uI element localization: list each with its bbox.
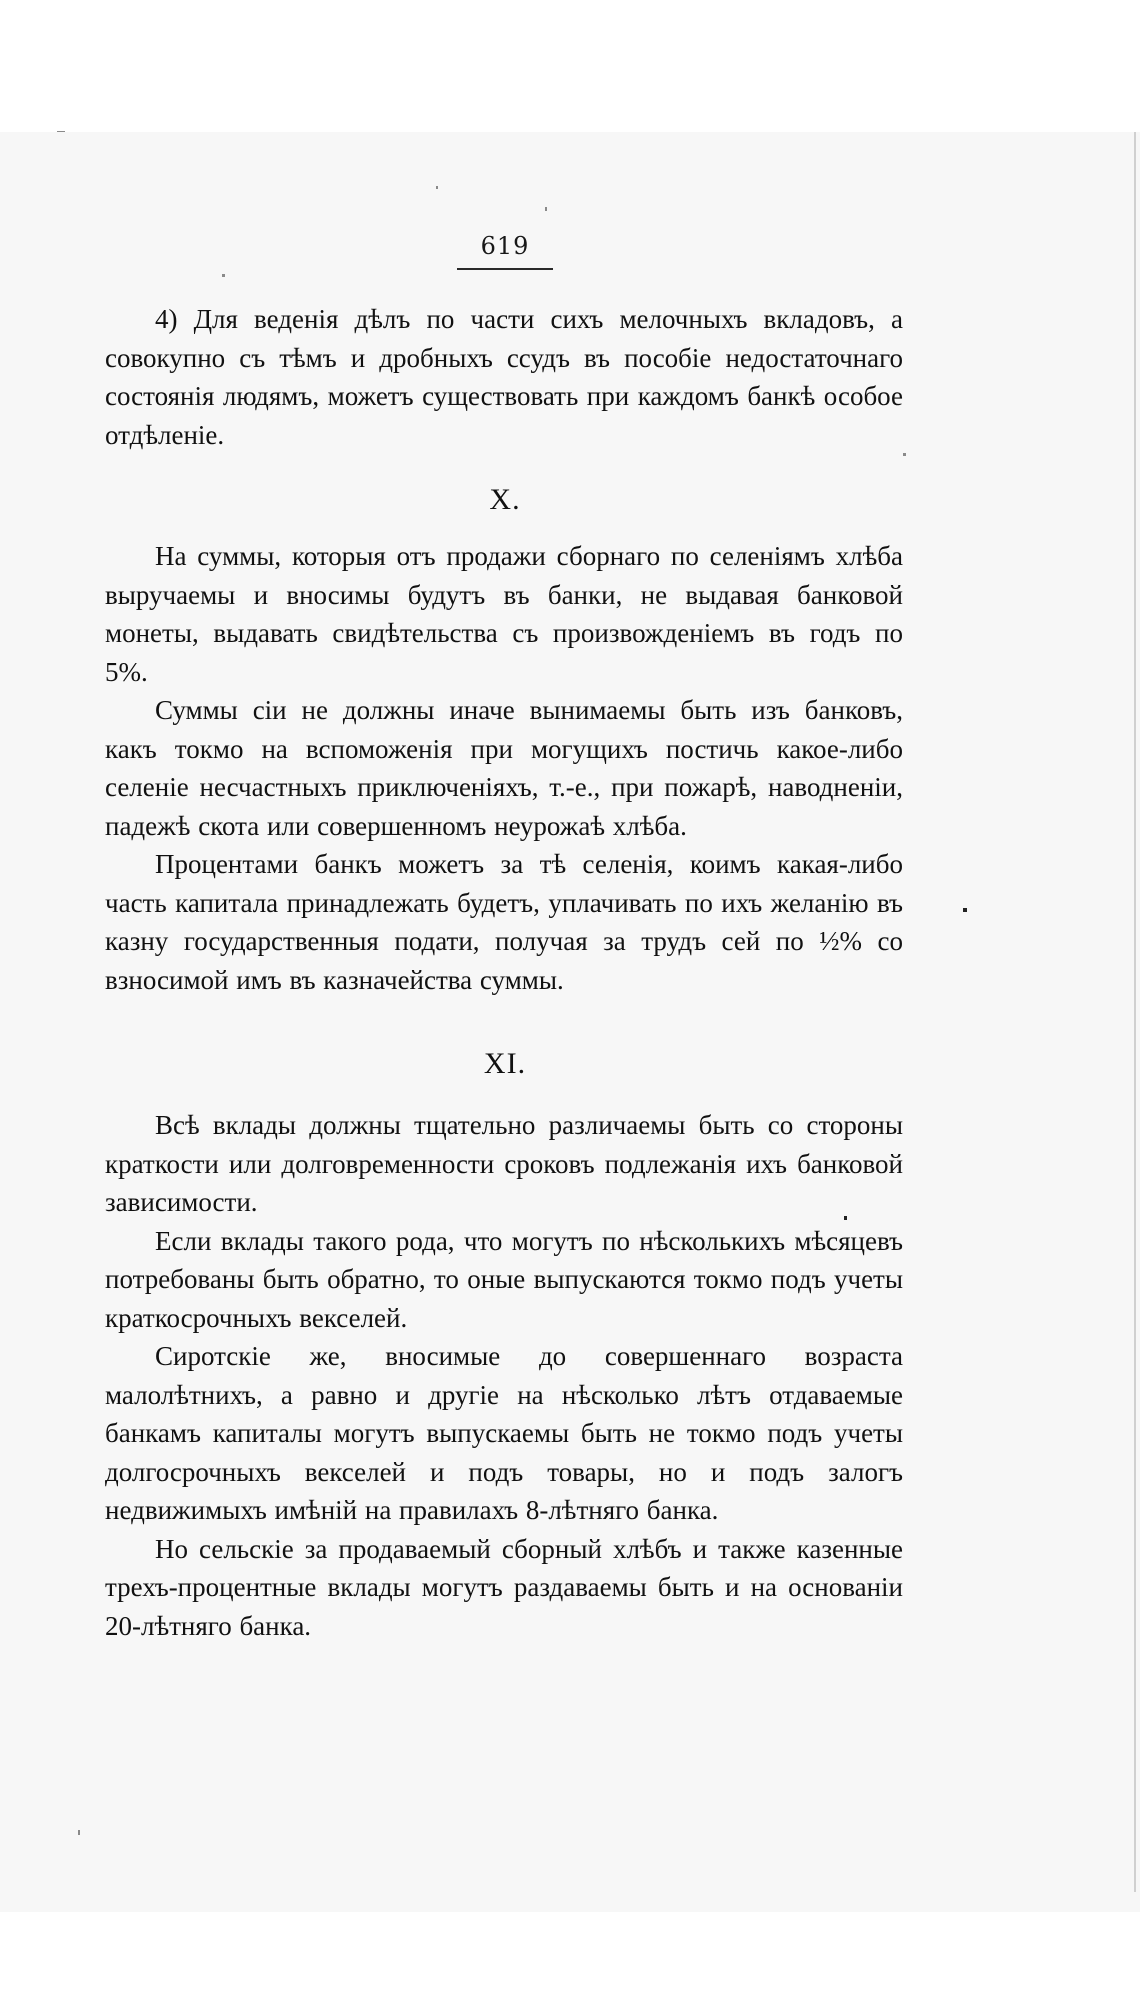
scan-speck <box>1134 132 1136 1892</box>
paragraph: 4) Для веденія дѣлъ по части сихъ мелочныхъ вкладовъ, а совокупно съ тѣмъ и дробныхъ ссудъ въ пособіе недостаточнаго состоянія людямъ, можетъ существовать при каждомъ банкѣ особое отдѣленіе. <box>105 304 903 450</box>
paragraph: На суммы, которыя отъ продажи сборнаго по селеніямъ хлѣба выручаемы и вносимы будутъ въ банки, не выдавая банковой монеты, выдавать свидѣтельства съ произвожденіемъ въ годъ по 5%. <box>105 541 903 687</box>
section-x-text <box>105 537 903 999</box>
scan-speck <box>963 908 967 912</box>
paragraph: Суммы сіи не должны иначе вынимаемы быть изъ банковъ, какъ токмо на вспоможенія при могущихъ постичь какое-либо селеніе несчастныхъ приключеніяхъ, т.-е., при пожарѣ, наводненіи, падежѣ скота или совершенномъ неурожаѣ хлѣба. <box>105 695 903 841</box>
page-number-underline <box>457 268 553 270</box>
scan-speck <box>222 274 225 277</box>
page-number: 619 <box>480 232 530 260</box>
paragraph: Сиротскіе же, вносимые до совершеннаго возраста малолѣтнихъ, а равно и другіе на нѣсколько лѣтъ отдаваемые банкамъ капиталы могутъ выпускаемы быть не токмо подъ учеты долгосрочныхъ векселей и подъ товары, но и подъ залогъ недвижимыхъ имѣній на правилахъ 8-лѣтняго банка. <box>105 1341 903 1525</box>
section-xi-heading: XI. <box>483 1047 527 1080</box>
paragraph: Процентами банкъ можетъ за тѣ селенія, коимъ какая-либо часть капитала принадлежать будетъ, уплачивать по ихъ желанію въ казну государственныя подати, получая за трудъ сей по ½% со взносимой имъ въ казначейства суммы. <box>105 849 903 995</box>
section-xi-text <box>105 1106 903 1645</box>
scan-speck <box>545 207 547 211</box>
intro-text <box>105 300 903 454</box>
scan-speck <box>903 453 906 456</box>
paragraph: Всѣ вклады должны тщательно различаемы быть со стороны краткости или долговременности сроковъ подлежанія ихъ банковой зависимости. <box>105 1110 903 1217</box>
paragraph: Если вклады такого рода, что могутъ по нѣсколькихъ мѣсяцевъ потребованы быть обратно, то оные выпускаются токмо подъ учеты краткосрочныхъ векселей. <box>105 1225 903 1333</box>
scan-speck <box>57 131 65 132</box>
scan-speck <box>436 186 438 189</box>
scan-speck <box>78 1830 80 1835</box>
paragraph: Но сельскіе за продаваемый сборный хлѣбъ и также казенные трехъ-процентные вклады могутъ раздаваемы быть и на основаніи 20-лѣтняго банка. <box>105 1533 903 1641</box>
section-x-heading: X. <box>489 483 521 516</box>
